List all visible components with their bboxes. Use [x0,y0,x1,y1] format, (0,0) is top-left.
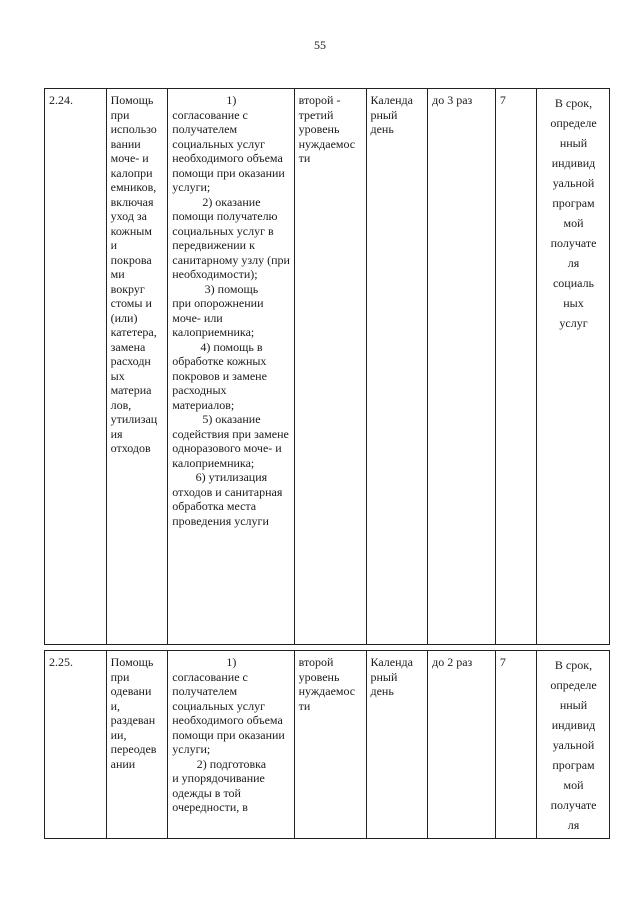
description-item [172,93,290,195]
service-description [168,89,294,645]
service-number: 2.25. [45,651,107,839]
description-item [172,655,290,757]
item-number: 3) помощь [204,281,259,296]
item-text: содействия при замене одноразового моче- и калоприемника; [172,426,289,470]
item-text: отходов и санитарная обработка места проведения услуги [172,484,283,528]
frequency: до 2 раз [428,651,496,839]
item-number: 2) подготовка [196,756,267,771]
unit-of-service: Календа рный день [366,89,428,645]
need-level: второй уровень нуждаемос ти [294,651,366,839]
description-item [172,340,290,413]
item-number: 6) утилизация [195,470,268,484]
service-number: 2.24. [45,89,107,645]
item-text: обработке кожных покровов и замене расходных материалов; [172,354,267,412]
term: В срок, определе нный индивид уальной програм мой получате ля социаль ных услуг [537,89,610,645]
service-name: Помощь при использо вании моче- и калопри емников, включая уход за кожным и покрова ми вокруг стомы и (или) катетера, замена расходн ых материа лов, утилизац ия отходов [106,89,168,645]
service-name: Помощь при одевани и, раздеван ии, переодев ании [106,651,168,839]
item-text: помощи получателю социальных услуг в передвижении к санитарному узлу (при необходимости); [172,209,290,281]
item-text: согласование с получателем социальных услуг необходимого объема помощи при оказании услуги; [172,669,285,756]
term: В срок, определе нный индивид уальной програм мой получате ля [537,651,610,839]
description-item [172,195,290,282]
page-number: 55 [314,38,326,52]
unit-of-service: Календа рный день [366,651,428,839]
description-item [172,757,290,815]
item-text: и упорядочивание одежды в той очередности, в [172,771,265,814]
frequency: до 3 раз [428,89,496,645]
quantity: 7 [495,89,536,645]
item-number: 4) помощь в [200,339,263,354]
description-item [172,412,290,470]
item-text: согласование с получателем социальных услуг необходимого объема помощи при оказании услуги; [172,107,285,194]
table-row [45,651,610,839]
quantity: 7 [495,651,536,839]
need-level: второй - третий уровень нуждаемос ти [294,89,366,645]
item-number: 1) [226,655,237,669]
item-text: при опорожнении моче- или калоприемника; [172,296,264,339]
item-number: 2) оказание [202,194,261,209]
description-item [172,470,290,528]
description-item [172,282,290,340]
item-number: 1) [226,93,237,107]
item-number: 5) оказание [202,412,261,426]
service-description [168,651,294,839]
table-row [45,89,610,645]
services-table [44,88,610,839]
